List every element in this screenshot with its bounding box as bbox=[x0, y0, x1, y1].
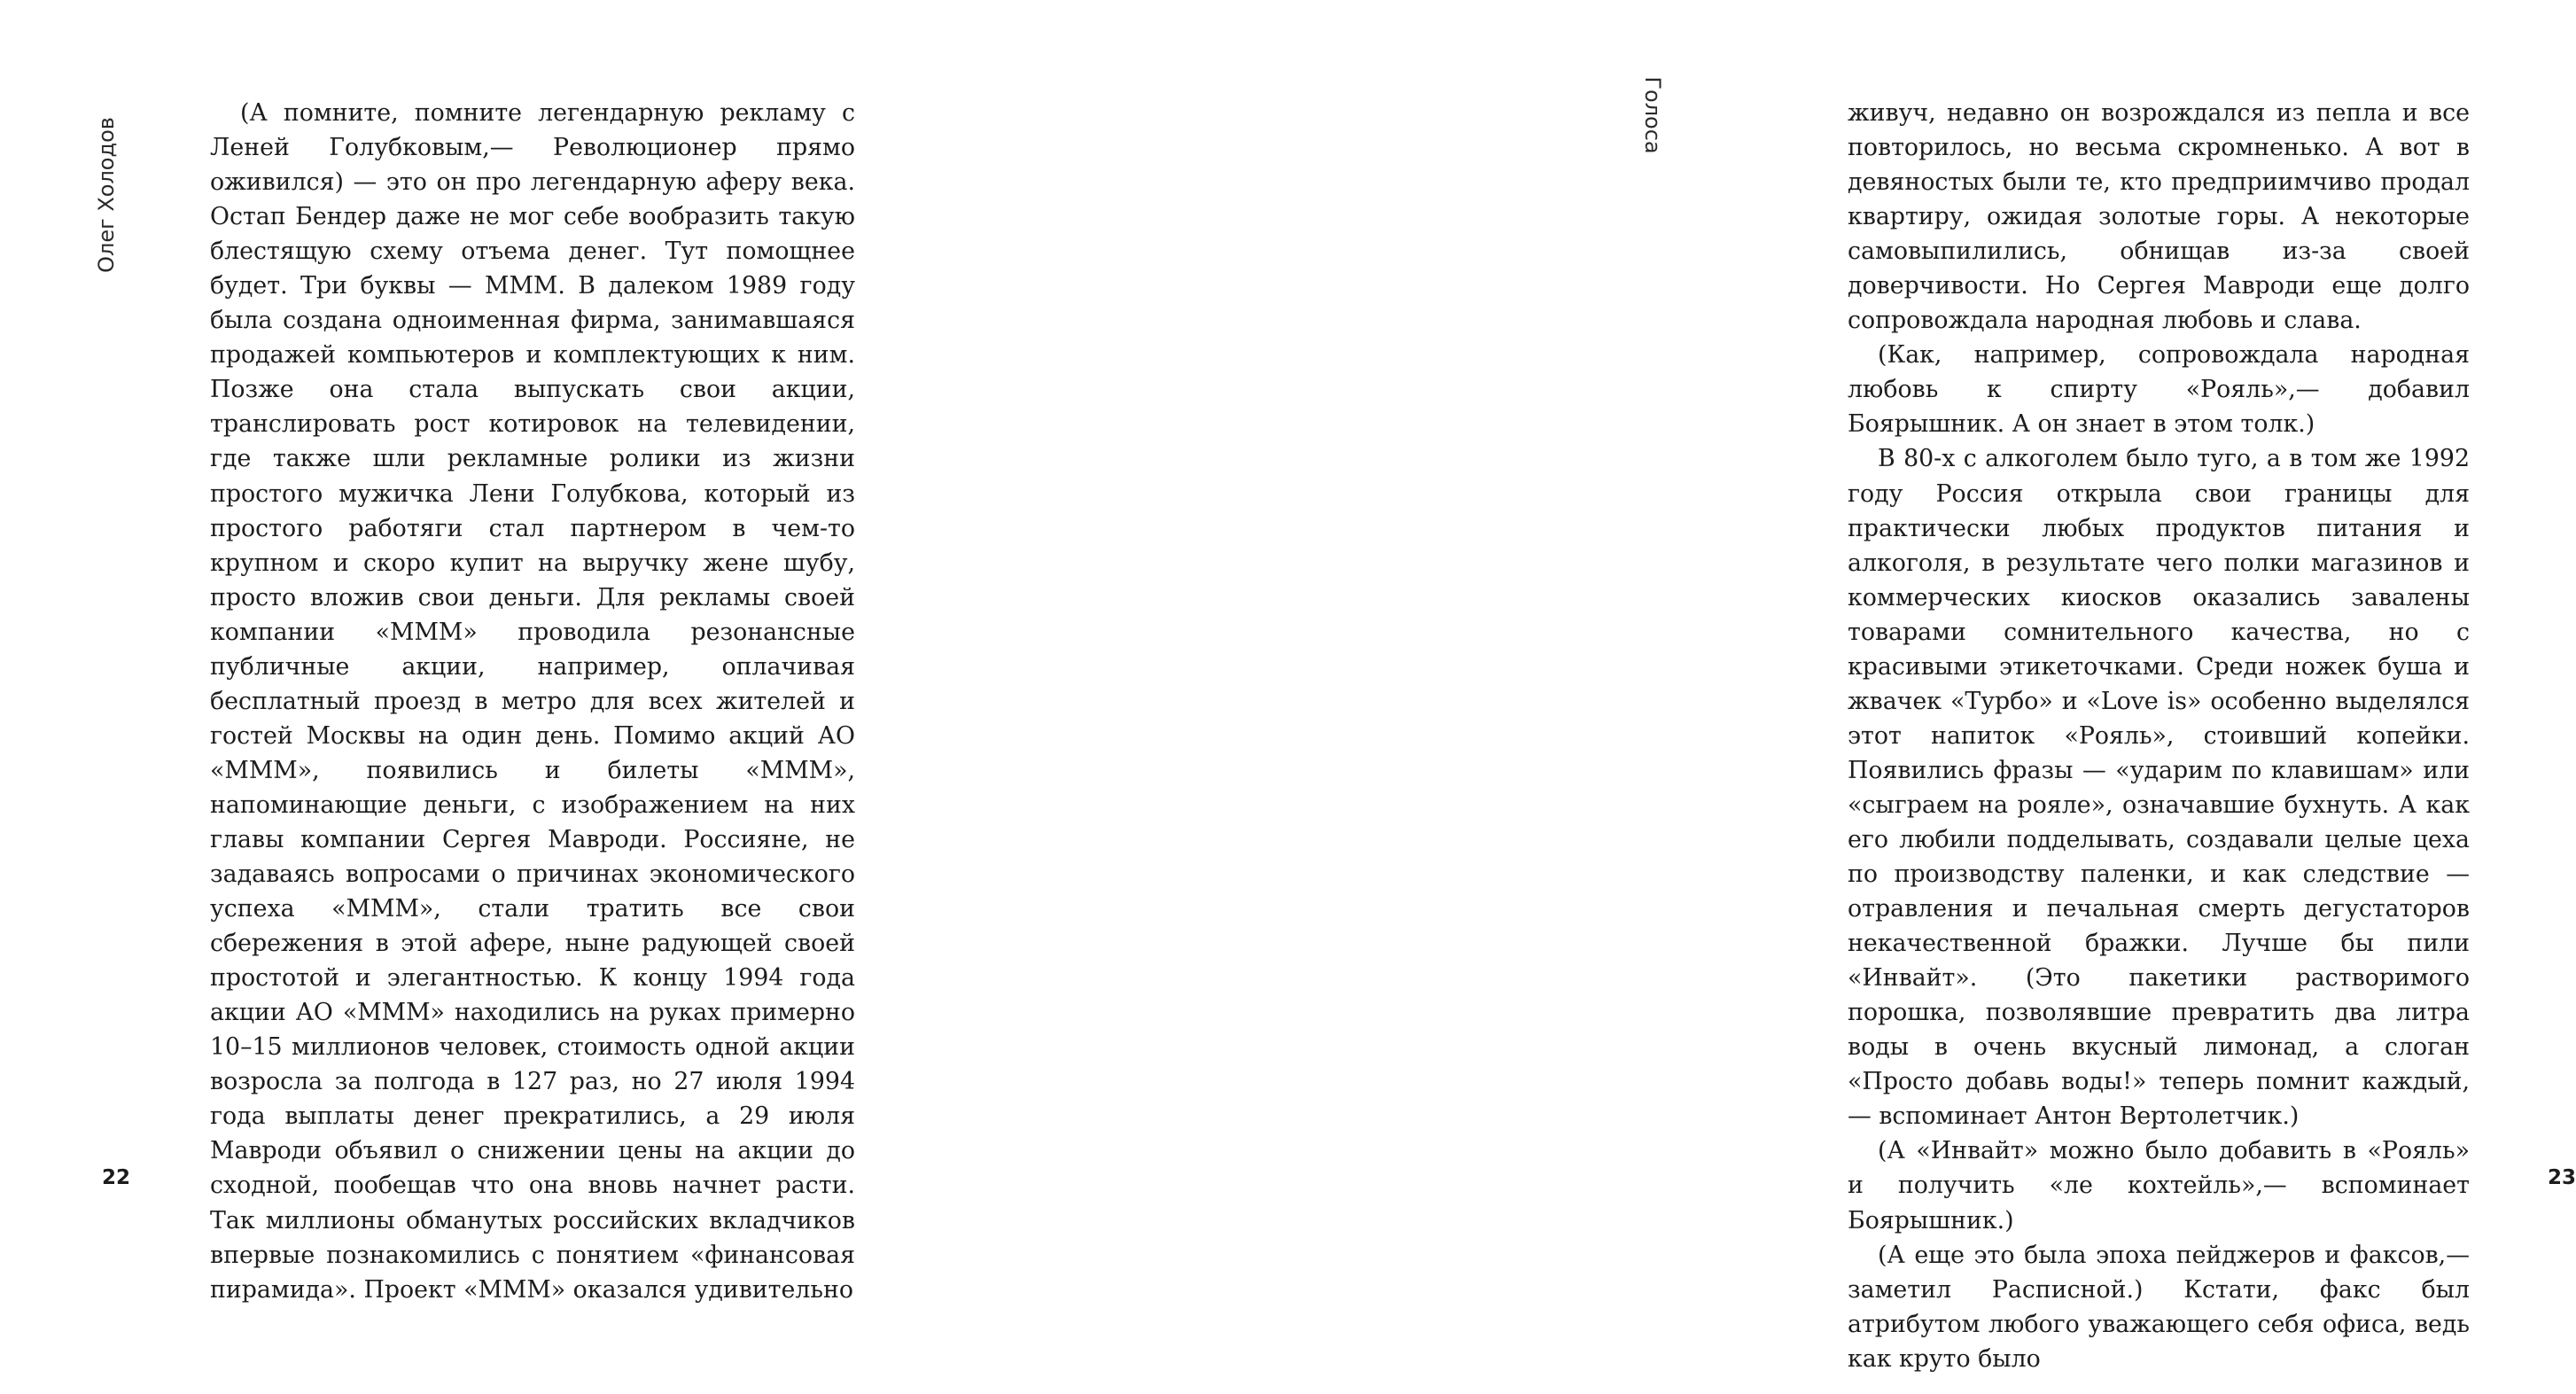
paragraph: (Как, например, сопровождала народная любовь к спирту «Рояль»,— добавил Боярышник. А он знает в этом толк.) bbox=[1848, 341, 2470, 439]
paragraph: (А помните, помните легендарную рекламу с Леней Голубковым,— Революционер прямо оживился) — это он про легендарную аферу века. Остап Бендер даже не мог себе вообразить такую блестящую схему отъема денег. Тут помощнее будет. Три буквы — МММ. В далеком 1989 году была создана одноименная фирма, занимавшаяся продажей компьютеров и комплектующих к ним. Позже она стала выпускать свои акции, транслировать рост котировок на телевидении, где также шли рекламные ролики из жизни простого мужичка Лени Голубкова, который из простого работяги стал партнером в чем-то крупном и скоро купит на выручку жене шубу, просто вложив свои деньги. Для рекламы своей компании «МММ» проводила резонансные публичные акции, например, оплачивая бесплатный проезд в метро для всех жителей и гостей Москвы на один день. Помимо акций АО «МММ», появились и билеты «МММ», напоминающие деньги, с изображением на них главы компании Сергея Мавроди. Россияне, не задаваясь вопросами о причинах экономического успеха «МММ», стали тратить все свои сбережения в этой афере, ныне радующей своей простотой и элегантностью. К концу 1994 года акции АО «МММ» находились на руках примерно 10–15 миллионов человек, стоимость одной акции возросла за полгода в 127 раз, но 27 июля 1994 года выплаты денег прекратились, а 29 июля Мавроди объявил о снижении цены на акции до сходной, пообещав что она вновь начнет расти. Так миллионы обманутых российских вкладчиков впервые познакомились с понятием «финансовая пирамида». Проект «МММ» оказался удивительно bbox=[210, 99, 855, 1304]
left-text-column bbox=[210, 96, 855, 1307]
right-text-column bbox=[1848, 96, 2470, 1376]
paragraph: (А еще это была эпоха пейджеров и факсов,— заметил Расписной.) Кстати, факс был атрибутом любого уважающего себя офиса, ведь как круто было bbox=[1848, 1241, 2470, 1373]
running-head-author: Олег Холодов bbox=[94, 117, 119, 273]
page-number-left: 22 bbox=[102, 1166, 131, 1189]
left-page bbox=[0, 0, 886, 1394]
paragraph: живуч, недавно он возрождался из пепла и все повторилось, но весьма скромненько. А вот в девяностых были те, кто предприимчиво продал квартиру, ожидая золотые горы. А некоторые самовыпилились, обнищав из-за своей доверчивости. Но Сергея Мавроди еще долго сопровождала народная любовь и слава. bbox=[1848, 99, 2470, 335]
running-head-title: Голоса bbox=[1640, 76, 1665, 154]
paragraph: В 80-х с алкоголем было туго, а в том же 1992 году Россия открыла свои границы для практически любых продуктов питания и алкоголя, в результате чего полки магазинов и коммерческих киосков оказались завалены товарами сомнительного качества, но с красивыми этикеточками. Среди ножек буша и жвачек «Турбо» и «Love is» особенно выделялся этот напиток «Рояль», стоивший копейки. Появились фразы — «ударим по клавишам» или «сыграем на рояле», означавшие бухнуть. А как его любили подделывать, создавали целые цеха по производству паленки, и как следствие — отравления и печальная смерть дегустаторов некачественной бражки. Лучше бы пили «Инвайт». (Это пакетики растворимого порошка, позволявшие превратить два литра воды в очень вкусный лимонад, а слоган «Просто добавь воды!» теперь помнит каждый,— вспоминает Антон Вертолетчик.) bbox=[1848, 445, 2470, 1131]
page-number-right: 23 bbox=[2548, 1166, 2576, 1189]
right-page bbox=[886, 0, 2576, 1394]
paragraph: (А «Инвайт» можно было добавить в «Рояль» и получить «ле кохтейль»,— вспоминает Боярышник.) bbox=[1848, 1137, 2470, 1234]
